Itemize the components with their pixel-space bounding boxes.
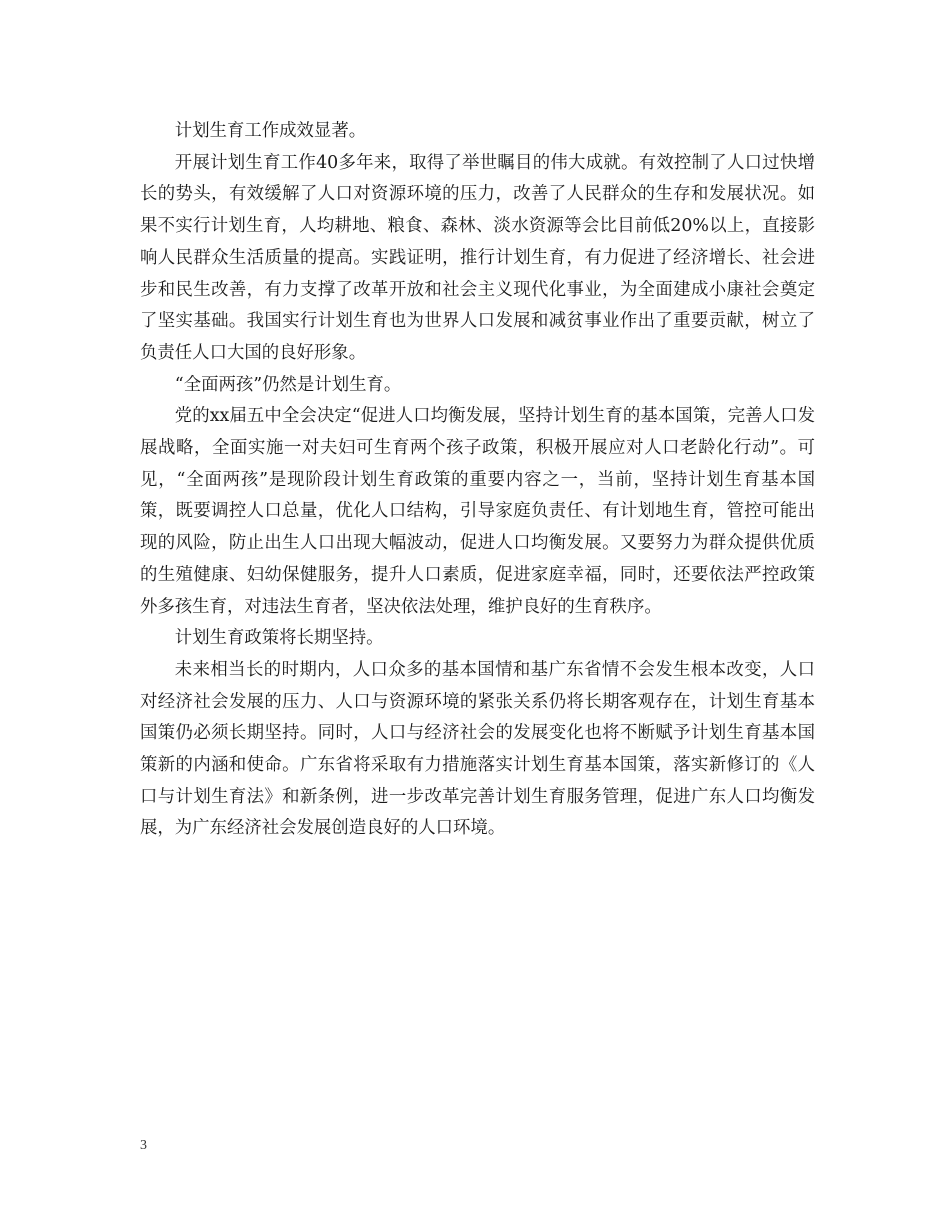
paragraph-two-child: 党的xx届五中全会决定“促进人口均衡发展，坚持计划生育的基本国策，完善人口发展战略，全面实施一对夫妇可生育两个孩子政策，积极开展应对人口老龄化行动”。可见，“全面两孩”是现阶段计划生育政策的重要内容之一，当前，坚持计划生育基本国策，既要调控人口总量，优化人口结构，引导家庭负责任、有计划地生育，管控可能出现的风险，防止出生人口出现大幅波动，促进人口均衡发展。又要努力为群众提供优质的生殖健康、妇幼保健服务，提升人口素质，促进家庭幸福，同时，还要依法严控政策外多孩生育，对违法生育者，坚决依法处理，维护良好的生育秩序。 (140, 406, 815, 617)
document-body (140, 116, 815, 845)
paragraph-heading-two-child: “全面两孩”仍然是计划生育。 (174, 374, 402, 395)
paragraph-heading-achievements: 计划生育工作成效显著。 (174, 121, 367, 141)
page-number: 3 (140, 1138, 147, 1153)
paragraph-long-term: 未来相当长的时期内，人口众多的基本国情和基广东省情不会发生根本改变，人口对经济社会发展的压力、人口与资源环境的紧张关系仍将长期客观存在，计划生育基本国策仍必须长期坚持。同时，人口与经济社会的发展变化也将不断赋予计划生育基本国策新的内涵和使命。广东省将采取有力措施落实计划生育基本国策，落实新修订的《人口与计划生育法》和新条例，进一步改革完善计划生育服务管理，促进广东人口均衡发展，为广东经济社会发展创造良好的人口环境。 (140, 659, 815, 839)
paragraph-achievements: 开展计划生育工作40多年来，取得了举世瞩目的伟大成就。有效控制了人口过快增长的势头，有效缓解了人口对资源环境的压力，改善了人民群众的生存和发展状况。如果不实行计划生育，人均耕地、粮食、森林、淡水资源等会比目前低20%以上，直接影响人民群众生活质量的提高。实践证明，推行计划生育，有力促进了经济增长、社会进步和民生改善，有力支撑了改革开放和社会主义现代化事业，为全面建成小康社会奠定了坚实基础。我国实行计划生育也为世界人口发展和减贫事业作出了重要贡献，树立了负责任人口大国的良好形象。 (140, 152, 815, 363)
paragraph-heading-long-term: 计划生育政策将长期坚持。 (174, 628, 384, 649)
